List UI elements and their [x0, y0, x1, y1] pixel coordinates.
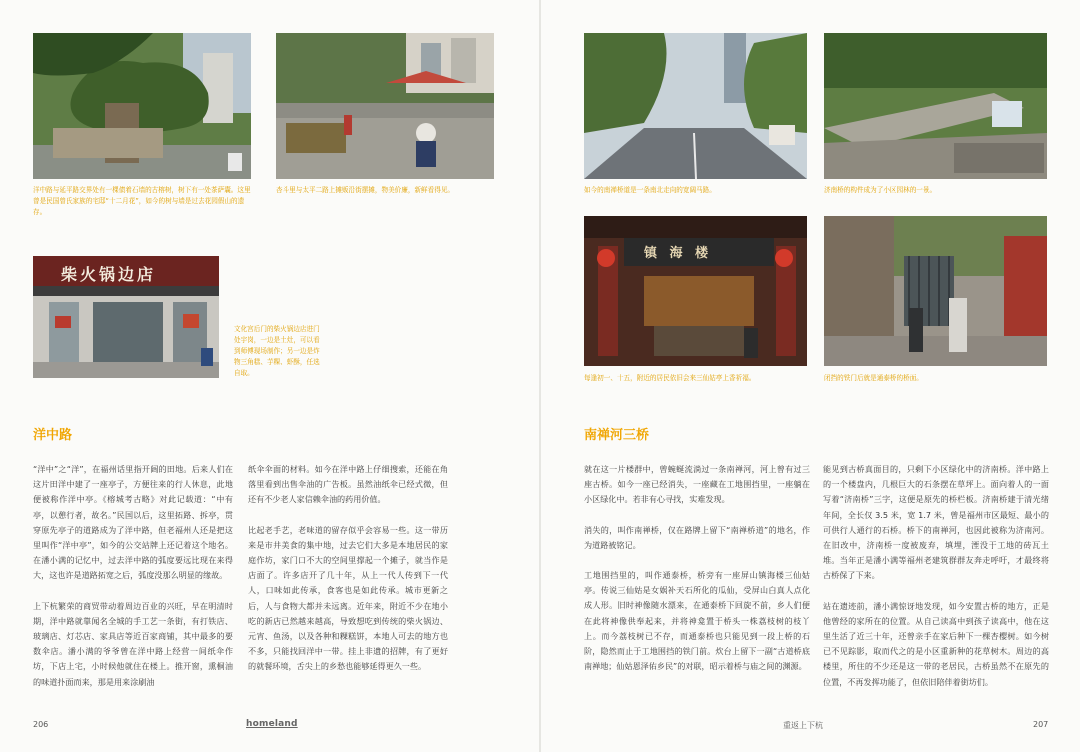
right-column-1: [584, 462, 810, 689]
page-number-right: 207: [1033, 720, 1049, 729]
paragraph: 能见到古桥真面目的，只剩下小区绿化中的济南桥。洋中路上的一个楼盘内，几根巨大的石条摆在草坪上。面向着人的一面写着“济南桥”三字，这便是原先的桥栏板。济南桥建于清光绪年间，全长仅 3.5 米，宽 1.7 米，曾是福州市区最短、最小的可供行人通行的石桥。桥下的南禅河，也因此被称为济南河。在旧改中，济南桥一度被废弃，填埋，湮没于工地的砖瓦土堆。当年正是潘小满等福州老建筑群群友奔走呼吁，才最终将古桥保了下来。: [823, 464, 1049, 581]
temple-photo: [584, 216, 807, 366]
paragraph: 就在这一片楼群中，曾蜿蜒流淌过一条南禅河，河上曾有过三座古桥。如今一座已经消失，一座藏在工地围挡里，一座躺在小区绿化中。若非有心寻找，实难发现。: [584, 464, 810, 505]
iron-gate-photo: [824, 216, 1047, 366]
homeland-logo: homeland: [246, 719, 298, 729]
road-photo: [584, 33, 807, 179]
page-number-left: 206: [33, 720, 49, 729]
paragraph: 消失的，叫作南禅桥，仅在路牌上留下“南禅桥道”的地名，作为道路被铭记。: [584, 524, 810, 550]
bridge-stones-caption: 济南桥的构件成为了小区园林的一景。: [824, 186, 937, 194]
bridge-stones-photo: [824, 33, 1047, 179]
banyan-tree-caption: 洋中路与延平路交界处有一棵债着石墙的古榕树，树下有一处茶萨囊。这里曾是民国曾氏家族的宅邸“十二月花”，如今的树与墙是过去花园假山的遗存。: [33, 186, 251, 216]
shop-front-photo: [33, 256, 219, 378]
paragraph: 工地围挡里的，叫作通泰桥，桥旁有一座屏山镇海楼三仙姑亭。传说三仙姑是女娲补天石所化的瓜仙，受屏山白真人点化成人形。旧时神像随水漂来，在通泰桥下回旋不前，乡人们便在此将神像供奉起来，并将神龛置于桥头一株荔枝树的枝丫上。而今荔枝树已不存，而通泰桥也只能见到一段上桥的石阶，隐然而止于工地围挡的铁门前。炊台上留下一副“古道桥底南禅地；仙姑恩泽佑乡民”的对联，昭示着桥与庙之间的渊源。: [584, 570, 810, 672]
paragraph: “洋中”之“洋”，在福州话里指开阔的田地。后来人们在这片田洋中建了一座亭子，方便往来的行人休息，此地便被称作洋中亭。《榕城考古略》对此记载道：“中有亭，以憩行者，故名。”民国以后，这里拓路、拆亭，贯穿原先亭子的道路成为了洋中路，但老福州人还是把这里叫作“洋中亭”，如今的公交站牌上还记着这个地名。在潘小满的记忆中，过去洋中路的弧度要远比现在来得大，这也许是道路拓宽之后，弧度没那么明显的缘故。: [33, 464, 233, 581]
paragraph: 上下杭繁荣的商贸带动着周边百业的兴旺，早在明清时期，洋中路就靠闻名全城的手工艺一条街，有打铁店、玻璃店、灯芯店、家具店等近百家商铺，其中最多的要数伞店。潘小满的爷爷曾在洋中路上经营一间纸伞作坊，下店上宅，小时候他就住在楼上。推开窗，熏桐油的味道扑面而来，那是用来涂刷油: [33, 600, 233, 687]
temple-sign-text: 镇 海 楼: [644, 246, 713, 261]
street-vendors-photo: [276, 33, 494, 179]
road-caption: 如今的南禅桥道是一条南北走向的宽阔马路。: [584, 186, 716, 194]
paragraph: 站在遗迹前，潘小满惊讶地发现，如今安置古桥的地方，正是他曾经的家所在的位置。从自己读高中到孩子读高中，他在这里生活了近三十年，还曾亲手在家后种下一棵杏樱树。如今树已不见踪影，取而代之的是小区重新种的花草树木。周边的高楼里，所住的不少还是这一带的老居民，古桥虽然不在原先的位置，不再发挥功能了，但依旧陪伴着街坊们。: [823, 600, 1049, 687]
running-title: 重返上下杭: [783, 721, 823, 730]
left-column-1: [33, 462, 233, 705]
section-title-yangzhong: 洋中路: [33, 428, 73, 443]
banyan-tree-photo: [33, 33, 251, 179]
street-vendors-caption: 杏斗里与太平二路上摊贩沿街摆摊，物美价廉，新鲜看得见。: [276, 186, 455, 194]
right-page: [541, 0, 1080, 752]
right-column-2: [823, 462, 1049, 705]
iron-gate-caption: 闭挡的铁门后就是通泰桥的桥面。: [824, 374, 923, 382]
paragraph: 纸伞伞面的材料。如今在洋中路上仔细搜索，还能在角落里看到出售伞油的广告板。虽然油纸伞已经式微，但还有不少老人家信赖伞油的药用价值。: [248, 464, 448, 505]
left-page: [0, 0, 539, 752]
temple-caption: 每逢初一、十五，附近的居民依旧会来三仙姑亭上香祈福。: [584, 374, 756, 382]
left-column-2: [248, 462, 448, 690]
shop-sign-text: 柴火锅边店: [61, 265, 157, 284]
paragraph: 比起老手艺，老味道的留存似乎会容易一些。这一带历来是市井美食的集中地，过去它们大多是本地居民的家庭作坊，家门口不大的空间里撑起一个摊子，就当作是店面了。许多店开了几十年，从上一代人传到下一代人，口味如此传承，食客也是如此传承。城市更新之后，人与食物大都并未远离。近年来，附近不少在地小吃的新店已然越来越高，导致想吃到传统的柴火锅边、元宵、鱼汤，以及各种和粿糕饼，本地人可去的地方也不多，只能找回洋中一带。挂上非遗的招牌，有了更好的就餐环境，舌尖上的乡愁也能够延得更久一些。: [248, 524, 448, 672]
shop-front-caption: 文化宫后门的柴火锅边店进门处宇岗，一边是土灶，可以看到师傅现场制作；另一边是炸物三角糕、芋粿、虾酥，任选自取。: [234, 325, 320, 377]
section-title-nanchan: 南禅河三桥: [584, 428, 650, 443]
